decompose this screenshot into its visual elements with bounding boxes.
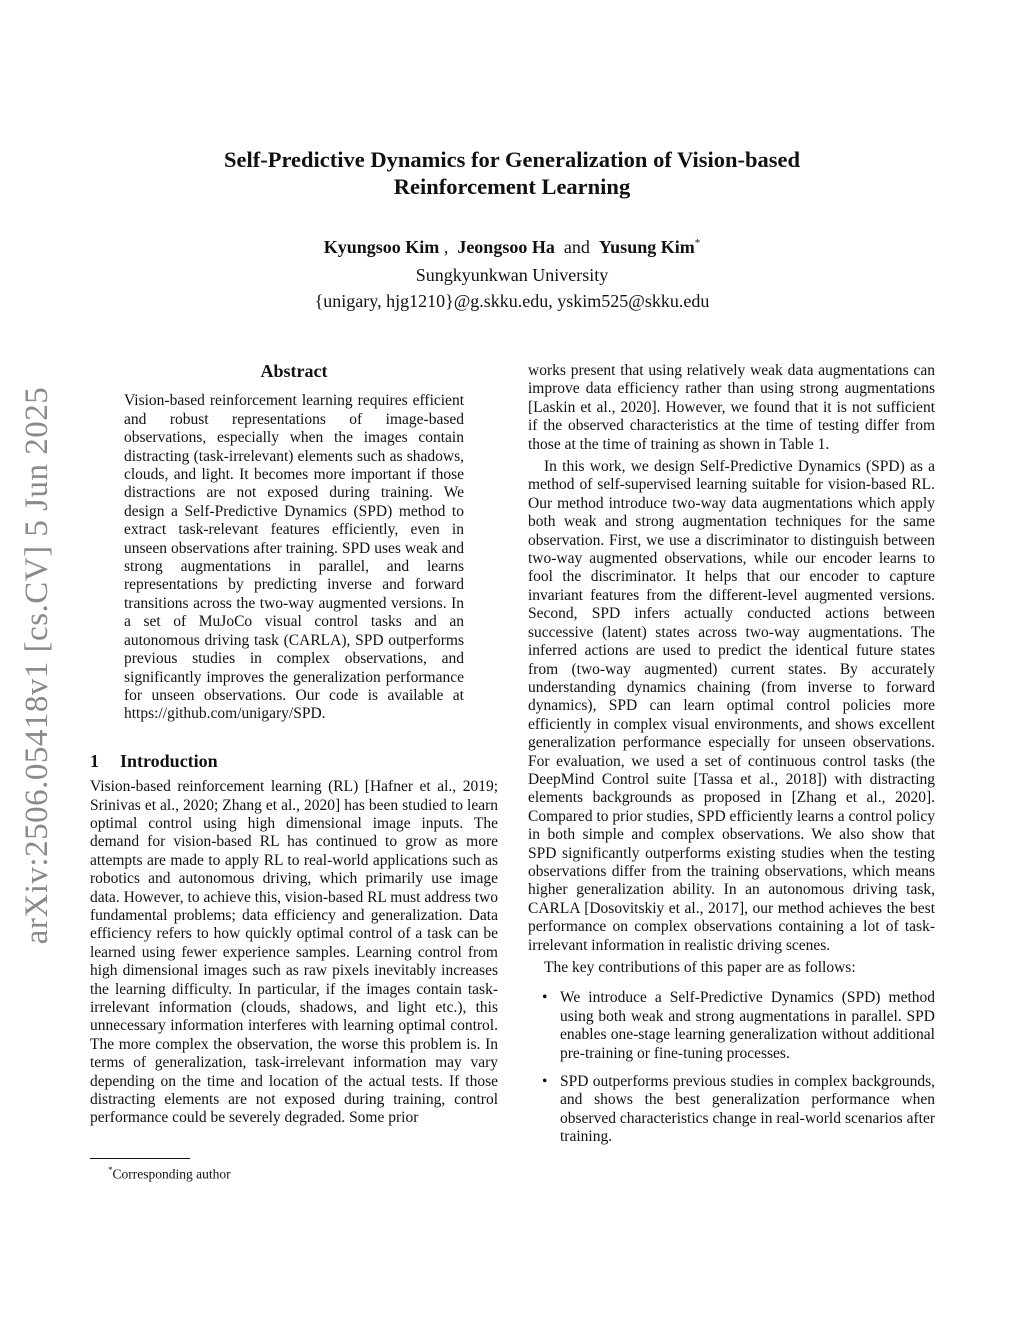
bullet-marker: • xyxy=(542,1073,548,1091)
list-item-text: SPD outperforms previous studies in complex backgrounds, and shows the best generalization performance when observed characteristics change in real-world scenarios after training. xyxy=(560,1073,935,1146)
paper-title xyxy=(120,146,904,200)
section-heading-introduction xyxy=(90,752,498,770)
author-3: Yusung Kim xyxy=(598,237,695,257)
footnote-text: Corresponding author xyxy=(112,1166,231,1182)
title-line-2: Reinforcement Learning xyxy=(393,174,631,199)
intro-paragraph-2: In this work, we design Self-Predictive Dynamics (SPD) as a method of self-supervised learning suitable for vision-based RL. Our method introduce two-way data augmentations which apply both weak and strong augmentation techniques for the same observation. First, we use a discriminator to distinguish between two-way augmented observations, while our encoder learns to fool the discriminator. It helps that our encoder to capture invariant features from the different-level augmented versions. Second, SPD infers actually conducted actions between successive (latent) states across two-way augmentations. The inferred actions are used to predict the identical future states from (two-way augmented) current states. By accurately understanding dynamics chaining (from inverse to forward dynamics), SPD can learn optimal control policies more efficiently in complex visual environments, and shows excellent generalization performance especially for unseen observations. For evaluation, we used a set of continuous control tasks (the DeepMind Control suite [Tassa et al., 2018]) with distracting elements backgrounds as proposed in [Zhang et al., 2020]. Compared to prior studies, SPD efficiently learns a control policy in both simple and complex observations. We also show that SPD significantly outperforms existing studies when the testing observations differ from the training observations, which means higher generalization ability. In an autonomous driving task, CARLA [Dosovitskiy et al., 2017], our method achieves the best performance on complex observations containing a lot of task-irrelevant information in realistic driving scenes. xyxy=(528,458,935,954)
footnote xyxy=(108,1162,231,1183)
arxiv-stamp-text: arXiv:2506.05418v1 [cs.CV] 5 Jun 2025 xyxy=(19,386,56,944)
list-item xyxy=(528,1073,935,1147)
footnote-mark: * xyxy=(108,1165,113,1175)
intro-paragraph-3: The key contributions of this paper are as follows: xyxy=(544,959,856,976)
author-1: Kyungsoo Kim xyxy=(323,237,440,257)
section-title: Introduction xyxy=(120,750,218,771)
intro-paragraph-1-continued: works present that using relatively weak data augmentations can improve data efficiency rather than using strong augmentations [Laskin et al., 2020]. However, we found that it is not sufficient if the observed characteristics at the time of testing differ from those at the time of training as shown in Table 1. xyxy=(528,362,935,453)
affiliation: Sungkyunkwan University xyxy=(415,265,609,285)
author-2: Jeongsoo Ha xyxy=(457,237,555,257)
abstract-body: Vision-based reinforcement learning requires efficient and robust representations of image-based observations, especially when the images contain distracting (task-irrelevant) elements such as shadows, clouds, and light. It becomes more important if those distractions are not exposed during training. We design a Self-Predictive Dynamics (SPD) method to extract task-relevant features efficiently, even in unseen observations after training. SPD uses weak and strong augmentations in parallel, and learns representations by predicting inverse and forward transitions across the two-way augmented versions. In a set of MuJoCo visual control tasks and an autonomous driving task (CARLA), SPD outperforms previous studies in complex observations, and significantly improves the generalization performance for unseen observations. Our code is available at https://github.com/unigary/SPD. xyxy=(124,392,464,723)
contribution-list xyxy=(528,989,935,1146)
author-names xyxy=(120,230,904,260)
intro-paragraph-1: Vision-based reinforcement learning (RL) [Hafner et al., 2019; Srinivas et al., 2020; Zhang et al., 2020] has been studied to learn optimal control using high dimensional image inputs. The demand for vision-based RL has continued to grow as more attempts are made to apply RL to real-world applications such as robotics and autonomous driving, which primarily use image data. However, to achieve this, vision-based RL must address two fundamental problems; data efficiency and generalization. Data efficiency refers to how quickly optimal control of a task can be learned using fewer experience samples. Learning control from high dimensional images such as raw pixels inevitably increases the learning difficulty. In particular, if the images contain task-irrelevant information (clouds, shadows, and light etc.), this unnecessary information interferes with learning optimal control. The more complex the observation, the worse this problem is. In terms of generalization, task-irrelevant information may vary depending on the time and location of the actual tests. If those distracting elements are not exposed during training, control performance could be severely degraded. Some prior xyxy=(90,778,498,1127)
author-sep-2: and xyxy=(554,237,599,257)
bullet-marker: • xyxy=(542,989,548,1007)
list-item xyxy=(528,989,935,1063)
abstract-heading: Abstract xyxy=(260,361,328,381)
right-column xyxy=(528,362,935,1157)
arxiv-stamp xyxy=(10,380,66,950)
title-line-1: Self-Predictive Dynamics for Generalization of Vision-based xyxy=(224,147,800,172)
corresponding-mark: * xyxy=(694,237,701,249)
footnote-divider xyxy=(90,1158,190,1159)
author-sep-1: , xyxy=(439,237,458,257)
left-column xyxy=(90,362,498,1128)
author-emails: {unigary, hjg1210}@g.skku.edu, yskim525@skku.edu xyxy=(314,291,710,311)
section-number: 1 xyxy=(90,750,99,771)
author-block xyxy=(120,230,904,314)
list-item-text: We introduce a Self-Predictive Dynamics (SPD) method using both weak and strong augmentations in parallel. SPD enables one-stage learning generalization without additional pre-training or fine-tuning processes. xyxy=(560,989,935,1062)
